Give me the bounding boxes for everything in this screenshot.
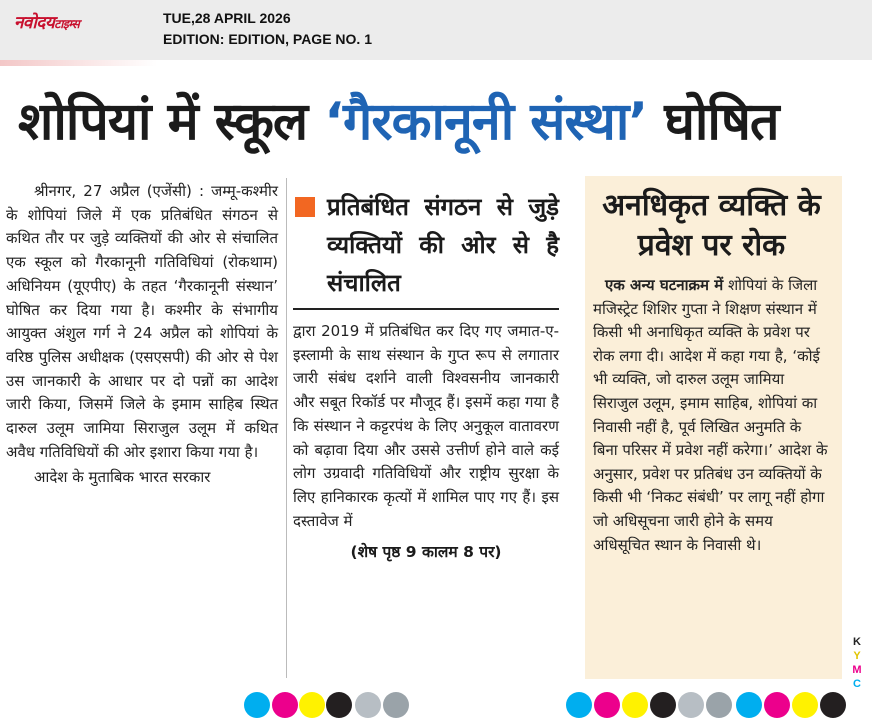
registration-dot xyxy=(820,692,846,718)
article-column-2 xyxy=(293,188,559,565)
date-line: TUE,28 APRIL 2026 xyxy=(163,10,291,26)
registration-dot xyxy=(244,692,270,718)
edition-line: EDITION: EDITION, PAGE NO. 1 xyxy=(163,31,372,47)
registration-dot xyxy=(736,692,762,718)
registration-dot xyxy=(678,692,704,718)
registration-marks xyxy=(0,692,872,708)
cmyk-letter: Y xyxy=(853,650,861,662)
headline-part1: शोपियां में स्कूल xyxy=(18,92,325,152)
registration-dot xyxy=(566,692,592,718)
headline xyxy=(18,76,850,168)
headline-part3: घोषित xyxy=(647,92,779,152)
column2-paragraph: द्वारा 2019 में प्रतिबंधित कर दिए गए जमात-ए-इस्लामी के साथ संस्थान के गुप्त रूप से लगातार जारी संबंध दर्शाने वाली विश्वसनीय जानकारी और सबूत रिकॉर्ड पर मौजूद हैं। इसमें कहा गया है कि संस्थान ने कट्टरपंथ के लिए अनुकूल वातावरण को बढ़ावा दिया और उससे उत्तीर्ण होने वाले कई लोग उग्रवादी गतिविधियों और राष्ट्रीय सुरक्षा के लिए हानिकारक कृत्यों में शामिल पाए गए हैं। इस दस्तावेज में xyxy=(293,322,559,530)
column-divider xyxy=(286,178,287,678)
registration-dot xyxy=(594,692,620,718)
registration-dot xyxy=(272,692,298,718)
logo-main: नवोदय xyxy=(14,13,55,33)
subhead xyxy=(293,188,559,302)
registration-dot xyxy=(622,692,648,718)
logo-sub: टाइम्स xyxy=(54,17,80,31)
headline-accent: ‘गैरकानूनी संस्था’ xyxy=(324,92,648,152)
second-paragraph-start: आदेश के मुताबिक भारत सरकार xyxy=(34,468,211,487)
sidebar-box xyxy=(585,176,842,679)
newspaper-logo[interactable] xyxy=(14,10,79,33)
subhead-rule xyxy=(293,308,559,310)
cmyk-marks xyxy=(848,636,866,698)
registration-dot xyxy=(355,692,381,718)
cmyk-letter: M xyxy=(852,664,862,676)
cmyk-letter: K xyxy=(853,636,861,648)
registration-dot xyxy=(326,692,352,718)
sidebar-lead: एक अन्य घटनाक्रम में xyxy=(605,276,724,294)
registration-dot xyxy=(764,692,790,718)
sidebar-heading: अनधिकृत व्यक्ति के प्रवेश पर रोक xyxy=(602,188,821,263)
lead-paragraph: श्रीनगर, 27 अप्रैल (एजेंसी) : जम्मू-कश्मीर के शोपियां जिले में एक प्रतिबंधित संगठन से कथित तौर पर जुड़े व्यक्तियों की ओर से संचालित एक स्कूल को गैरकानूनी गतिविधियां (रोकथाम) अधिनियम (यूएपीए) के तहत ‘गैरकानूनी संस्थान’ घोषित कर दिया गया है। कश्मीर के संभागीय आयुक्त अंशुल गर्ग ने 24 अप्रैल को शोपियां के वरिष्ठ पुलिस अधीक्षक (एसएसपी) की ओर से पेश उस जानकारी के आधार पर दो पन्नों का आदेश जारी किया, जिसमें जिले के इमाम साहिब स्थित दारुल उलूम जामिया सिराजुल उलूम में कथित अवैध गतिविधियों की ओर इशारा किया गया है। xyxy=(6,182,278,461)
cmyk-letter: C xyxy=(853,678,861,690)
sidebar-text: शोपियां के जिला मजिस्ट्रेट शिशिर गुप्ता ने शिक्षण संस्थान में किसी भी अनाधिकृत व्यक्ति के प्रवेश पर रोक लगा दी। आदेश में कहा गया है, ‘कोई भी व्यक्ति, जो दारुल उलूम जामिया सिराजुल उलूम, इमाम साहिब, शोपियां का निवासी नहीं है, पूर्व लिखित अनुमति के बिना परिसर में प्रवेश नहीं करेगा।’ आदेश के अनुसार, प्रवेश पर प्रतिबंध उन व्यक्तियों के किसी भी ‘निकट संबंधी’ पर लागू नहीं होगा जो अधिसूचना जारी होने के समय अधिसूचित स्थान के निवासी थे। xyxy=(593,276,828,554)
registration-dot xyxy=(383,692,409,718)
subhead-text: प्रतिबंधित संगठन से जुड़े व्यक्तियों की ओर से है संचालित xyxy=(327,193,559,297)
sidebar-box-content xyxy=(593,186,830,557)
registration-dot xyxy=(706,692,732,718)
registration-dot xyxy=(299,692,325,718)
edition-meta xyxy=(163,8,372,50)
registration-dot xyxy=(650,692,676,718)
continued-note: (शेष पृष्ठ 9 कालम 8 पर) xyxy=(350,543,502,562)
article-column-1 xyxy=(6,180,278,490)
masthead-bar xyxy=(0,0,872,60)
orange-square-icon xyxy=(295,197,315,217)
sidebar-paragraph xyxy=(593,274,830,557)
registration-dot xyxy=(792,692,818,718)
